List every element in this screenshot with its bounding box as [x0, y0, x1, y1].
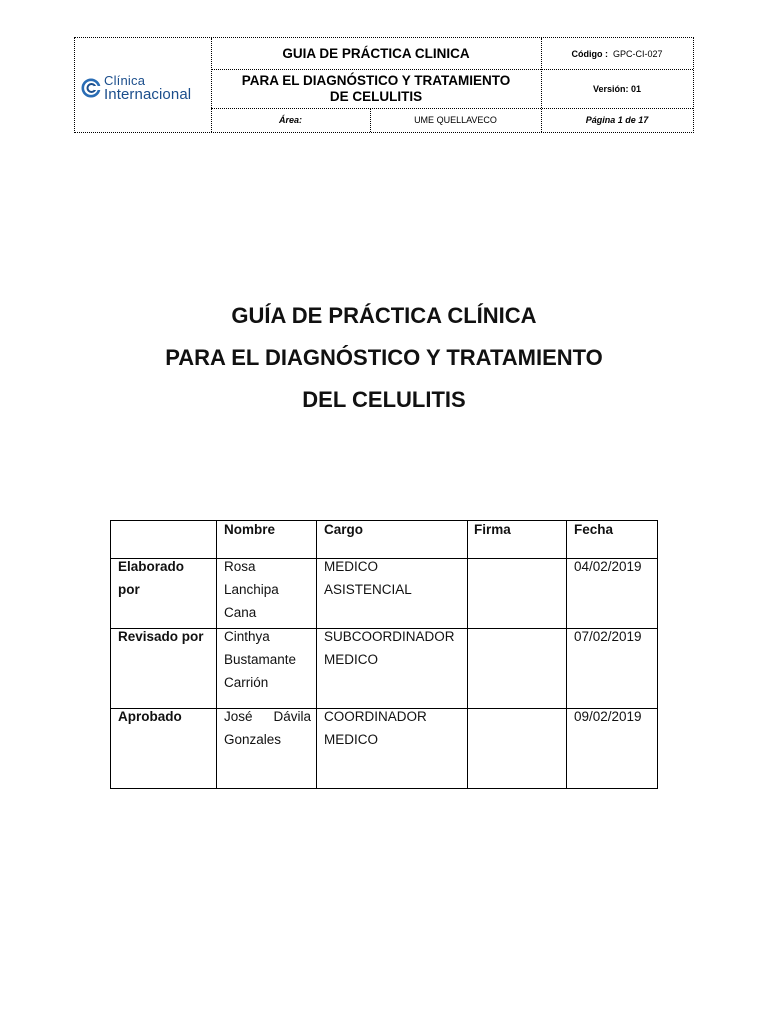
header-subtitle-line1: PARA EL DIAGNÓSTICO Y TRATAMIENTO [241, 72, 511, 88]
column-header-firma: Firma [474, 522, 511, 537]
row-label-line: Elaborado [118, 559, 185, 574]
column-header-nombre: Nombre [224, 522, 276, 537]
cell-nombre [224, 625, 296, 694]
column-header-cargo: Cargo [324, 522, 364, 537]
cell-fecha: 04/02/2019 [574, 559, 642, 574]
row-label-line: Aprobado [118, 709, 182, 724]
header-subtitle [211, 69, 541, 108]
code-value: GPC-CI-027 [613, 48, 663, 59]
name-line: Bustamante [224, 652, 297, 667]
cell-cargo [324, 625, 455, 671]
page-number: Página 1 de 17 [585, 115, 649, 125]
cargo-line: MEDICO [324, 732, 378, 747]
table-divider [467, 521, 468, 788]
row-label-aprobado [118, 705, 182, 728]
row-label-revisado [118, 625, 204, 648]
clinica-internacional-logo [81, 74, 191, 102]
area-value: UME QUELLAVECO [414, 115, 497, 125]
main-title-line1: GUÍA DE PRÁCTICA CLÍNICA [231, 303, 537, 328]
cell-nombre [224, 705, 311, 751]
main-title-line3: DEL CELULITIS [302, 387, 466, 412]
column-header-fecha: Fecha [574, 522, 614, 537]
header-subtitle-line2: DE CELULITIS [329, 88, 423, 104]
cell-cargo [324, 705, 427, 751]
area-label: Área: [278, 115, 302, 125]
header-title: GUIA DE PRÁCTICA CLINICA [282, 46, 470, 61]
name-line: Cana [224, 605, 257, 620]
cell-fecha: 09/02/2019 [574, 709, 642, 724]
code-label: Código : [571, 48, 608, 59]
logo-text-line1: Clínica [104, 73, 146, 88]
cell-nombre [224, 555, 279, 624]
cargo-line: ASISTENCIAL [324, 582, 412, 597]
table-divider [216, 521, 217, 788]
row-label-line: por [118, 582, 140, 597]
approval-table [110, 520, 658, 789]
document-header [74, 37, 694, 133]
main-title-line2: PARA EL DIAGNÓSTICO Y TRATAMIENTO [165, 345, 603, 370]
row-label-line: Revisado por [118, 629, 204, 644]
cargo-line: MEDICO [324, 652, 378, 667]
cell-cargo [324, 555, 412, 601]
document-version: Versión: 01 [592, 83, 642, 94]
document-code [541, 38, 693, 69]
table-divider [566, 521, 567, 788]
name-line: Lanchipa [224, 582, 279, 597]
name-line: Carrión [224, 675, 269, 690]
row-label-elaborado [118, 555, 184, 601]
name-line: José Dávila [224, 709, 311, 724]
cargo-line: COORDINADOR [324, 709, 427, 724]
logo-text-line2: Internacional [104, 86, 192, 103]
name-line: Rosa [224, 559, 256, 574]
table-divider [316, 521, 317, 788]
name-line: Gonzales [224, 732, 282, 747]
cargo-line: SUBCOORDINADOR [324, 629, 455, 644]
cargo-line: MEDICO [324, 559, 378, 574]
logo-ring-icon [81, 78, 101, 98]
cell-fecha: 07/02/2019 [574, 629, 642, 644]
name-line: Cinthya [224, 629, 270, 644]
